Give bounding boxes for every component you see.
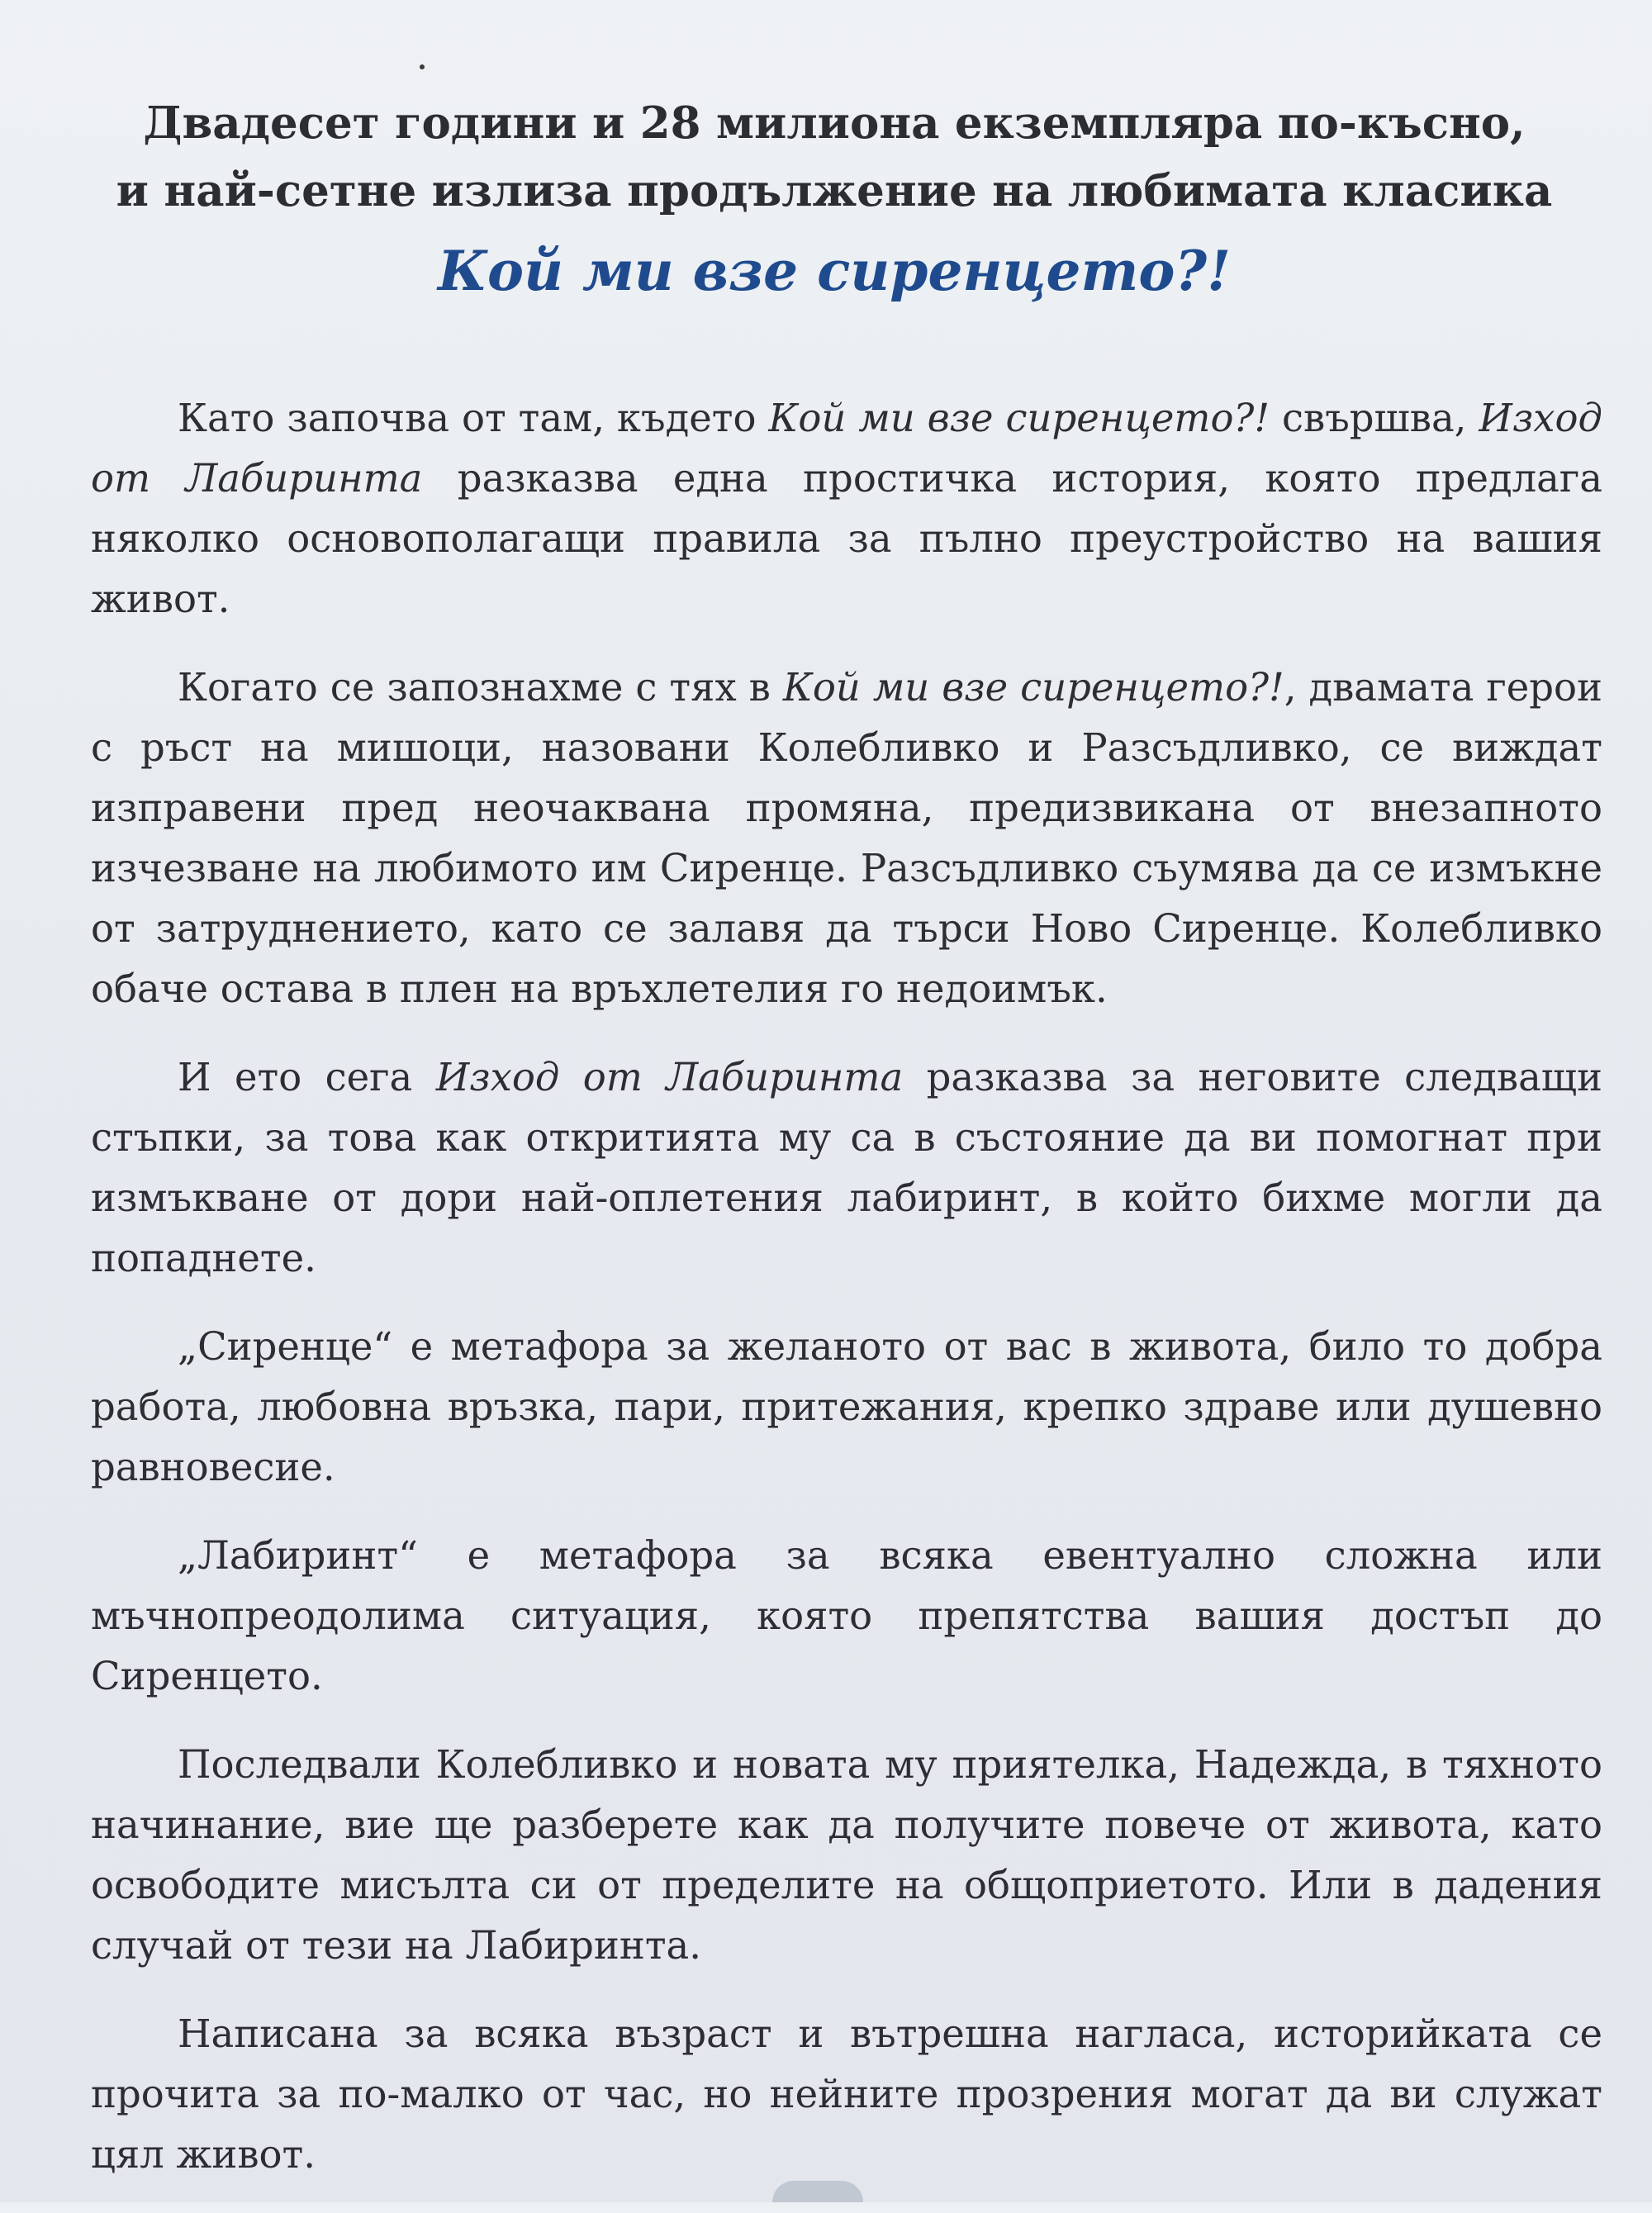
- blurb-text: [91, 388, 1602, 2213]
- paragraph-7: Написана за всяка възраст и вътрешна нагласа, историйката се прочита за по-малко от час, но нейните прозрения могат да ви служат цял живот.: [91, 2011, 1602, 2177]
- book-title-reference: Кой ми взе сиренцето?!: [782, 665, 1284, 710]
- paragraph-1-text-a: Като започва от там, където: [178, 396, 769, 440]
- ink-speck: [420, 64, 425, 69]
- paragraph-3-text-a: И ето сега: [178, 1055, 436, 1099]
- book-title-reference: Кой ми взе сиренцето?!: [768, 396, 1270, 440]
- paragraph-2-text-c: , двамата герои с ръст на мишоци, назовани Колебливко и Разсъдливко, се виждат изправени пред неочаквана промяна, предизвикана от внезапното изчезване на любимото им Сиренце. Разсъдливко съумява да се измъкне от затруднението, като се залавя да търси Ново Сиренце. Колебливко обаче остава в плен на връхлетелия го недоимък.: [91, 665, 1602, 1011]
- paragraph-2: [91, 658, 1602, 1019]
- book-title: Кой ми взе сиренцето?!: [437, 239, 1232, 303]
- sequel-title-reference: Изход от Лабиринта: [91, 396, 1602, 501]
- paragraph-6: Последвали Колебливко и новата му приятелка, Надежда, в тяхното начинание, вие ще разберете как да получите повече от живота, като освободите мисълта си от пределите на общоприетото. Или в дадения случай от тези на Лабиринта.: [91, 1742, 1602, 1968]
- header-line-2: и най-сетне излиза продължение на любимата класика: [116, 165, 1553, 216]
- paragraph-5: „Лабиринт“ е метафора за всяка евентуално сложна или мъчнопреодолима ситуация, която препятства вашия достъп до Сиренцето.: [91, 1533, 1602, 1698]
- paragraph-1-text-c: свършва,: [1270, 396, 1479, 440]
- paragraph-2-text-a: Когато се запознахме с тях в: [178, 665, 783, 710]
- header-line-1: Двадесет години и 28 милиона екземпляра по-късно,: [143, 97, 1526, 149]
- cover-header: [66, 89, 1602, 312]
- paragraph-1: [91, 388, 1602, 629]
- bottom-emblem-edge: [772, 2181, 863, 2202]
- paragraph-4: „Сиренце“ е метафора за желаното от вас в живота, било то добра работа, любовна връзка, пари, притежания, крепко здраве или душевно равновесие.: [91, 1324, 1602, 1489]
- paragraph-3: [91, 1047, 1602, 1289]
- paragraph-3-text-c: разказва за неговите следващи стъпки, за това как откритията му са в състояние да ви помогнат при измъкване от дори най-оплетения лабиринт, в който бихме могли да попаднете.: [91, 1055, 1603, 1280]
- sequel-title-reference: Изход от Лабиринта: [435, 1055, 904, 1099]
- paragraph-1-text-e: разказва една простичка история, която предлага няколко основополагащи правила за пълно преустройство на вашия живот.: [91, 456, 1602, 621]
